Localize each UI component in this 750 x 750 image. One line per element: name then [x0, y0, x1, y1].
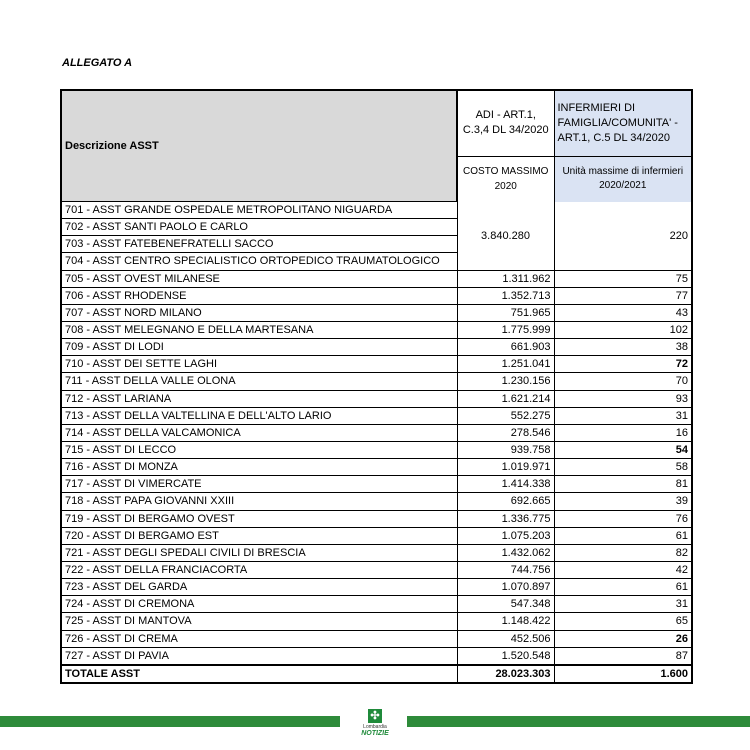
table-row-cost: 1.775.999 [457, 321, 554, 338]
table-row-cost: 278.546 [457, 424, 554, 441]
table-row [61, 270, 692, 287]
table-row-name: 718 - ASST PAPA GIOVANNI XXIII [61, 493, 457, 510]
table-row-name: 710 - ASST DEI SETTE LAGHI [61, 356, 457, 373]
table-row-name: 725 - ASST DI MANTOVA [61, 613, 457, 630]
table-row [61, 356, 692, 373]
table-row-units: 61 [554, 579, 692, 596]
table-row-name: 724 - ASST DI CREMONA [61, 596, 457, 613]
table-row-units: 72 [554, 356, 692, 373]
table-row-units: 70 [554, 373, 692, 390]
table-row-units: 42 [554, 561, 692, 578]
table-row-units: 39 [554, 493, 692, 510]
table-row-name: 726 - ASST DI CREMA [61, 630, 457, 647]
table-row [61, 441, 692, 458]
table-row-cost: 1.352.713 [457, 287, 554, 304]
table-row [61, 304, 692, 321]
table-row-cost: 1.230.156 [457, 373, 554, 390]
table-row-units: 76 [554, 510, 692, 527]
table-row-cost: 692.665 [457, 493, 554, 510]
header-description: Descrizione ASST [61, 90, 457, 202]
table-row-cost: 1.075.203 [457, 527, 554, 544]
asst-table [60, 89, 693, 684]
table-row-units: 31 [554, 407, 692, 424]
logo-line1: Lombardia [363, 724, 387, 730]
footer-bar-left [0, 716, 340, 727]
table-row-name: 706 - ASST RHODENSE [61, 287, 457, 304]
table-row [61, 287, 692, 304]
table-row-units: 65 [554, 613, 692, 630]
table-row [61, 390, 692, 407]
table-row-units: 58 [554, 459, 692, 476]
table-row [61, 321, 692, 338]
table-row [61, 544, 692, 561]
header-adi: ADI - ART.1, C.3,4 DL 34/2020 [457, 90, 554, 156]
footer-bar-right [407, 716, 750, 727]
table-row-cost: 744.756 [457, 561, 554, 578]
table-row-units: 93 [554, 390, 692, 407]
total-cost: 28.023.303 [457, 665, 554, 683]
table-row-name: 722 - ASST DELLA FRANCIACORTA [61, 561, 457, 578]
table-row-cost: 547.348 [457, 596, 554, 613]
table-row-name: 701 - ASST GRANDE OSPEDALE METROPOLITANO NIGUARDA [61, 202, 457, 219]
table-row-name: 704 - ASST CENTRO SPECIALISTICO ORTOPEDICO TRAUMATOLOGICO [61, 253, 457, 270]
table-row-name: 717 - ASST DI VIMERCATE [61, 476, 457, 493]
table-row [61, 459, 692, 476]
table-row-cost: 939.758 [457, 441, 554, 458]
table-row [61, 630, 692, 647]
table-row-name: 703 - ASST FATEBENEFRATELLI SACCO [61, 236, 457, 253]
table-row-cost: 1.336.775 [457, 510, 554, 527]
table-row-units: 31 [554, 596, 692, 613]
table-row-name: 713 - ASST DELLA VALTELLINA E DELL'ALTO LARIO [61, 407, 457, 424]
table-row-units: 75 [554, 270, 692, 287]
lombardia-notizie-logo [355, 709, 395, 745]
table-row-cost: 1.148.422 [457, 613, 554, 630]
table-row-units: 38 [554, 339, 692, 356]
subheader-unita-massime: Unità massime di infermieri 2020/2021 [554, 156, 692, 201]
table-row-cost: 1.311.962 [457, 270, 554, 287]
table-row [61, 510, 692, 527]
table-row-name: 709 - ASST DI LODI [61, 339, 457, 356]
rosa-camuna-icon: ✣ [368, 709, 382, 723]
table-row-units: 26 [554, 630, 692, 647]
total-label: TOTALE ASST [61, 665, 457, 683]
table-row-cost: 1.251.041 [457, 356, 554, 373]
table-row-name: 711 - ASST DELLA VALLE OLONA [61, 373, 457, 390]
table-row-name: 721 - ASST DEGLI SPEDALI CIVILI DI BRESCIA [61, 544, 457, 561]
table-row [61, 561, 692, 578]
table-row [61, 579, 692, 596]
table-row [61, 596, 692, 613]
table-row [61, 527, 692, 544]
table-row [61, 647, 692, 665]
table-row [61, 339, 692, 356]
group-cost: 3.840.280 [457, 202, 554, 271]
table-row-cost: 751.965 [457, 304, 554, 321]
table-row-units: 77 [554, 287, 692, 304]
table-row [61, 373, 692, 390]
table-row-units: 16 [554, 424, 692, 441]
subheader-costo-massimo: COSTO MASSIMO 2020 [457, 156, 554, 201]
table-row-units: 81 [554, 476, 692, 493]
table-row [61, 476, 692, 493]
table-row-name: 715 - ASST DI LECCO [61, 441, 457, 458]
table-row-cost: 452.506 [457, 630, 554, 647]
table-row [61, 493, 692, 510]
table-row-cost: 1.414.338 [457, 476, 554, 493]
table-row-name: 719 - ASST DI BERGAMO OVEST [61, 510, 457, 527]
table-row-units: 43 [554, 304, 692, 321]
table-row-name: 716 - ASST DI MONZA [61, 459, 457, 476]
table-row-units: 102 [554, 321, 692, 338]
table-row-cost: 552.275 [457, 407, 554, 424]
table-row-cost: 1.070.897 [457, 579, 554, 596]
table-row-name: 714 - ASST DELLA VALCAMONICA [61, 424, 457, 441]
table-row-name: 705 - ASST OVEST MILANESE [61, 270, 457, 287]
table-row [61, 424, 692, 441]
total-row [61, 665, 692, 683]
table-row-name: 720 - ASST DI BERGAMO EST [61, 527, 457, 544]
table-row-units: 61 [554, 527, 692, 544]
table-row-units: 87 [554, 647, 692, 665]
table-row-name: 702 - ASST SANTI PAOLO E CARLO [61, 219, 457, 236]
table-row [61, 613, 692, 630]
total-units: 1.600 [554, 665, 692, 683]
document-title: ALLEGATO A [62, 57, 133, 69]
table-row-units: 54 [554, 441, 692, 458]
group-units: 220 [554, 202, 692, 271]
table-row-name: 708 - ASST MELEGNANO E DELLA MARTESANA [61, 321, 457, 338]
table-row-name: 707 - ASST NORD MILANO [61, 304, 457, 321]
table-row-cost: 1.019.971 [457, 459, 554, 476]
table-row-units: 82 [554, 544, 692, 561]
header-infermieri: INFERMIERI DI FAMIGLIA/COMUNITA' - ART.1, C.5 DL 34/2020 [554, 90, 692, 156]
table-row-name: 723 - ASST DEL GARDA [61, 579, 457, 596]
table-row-cost: 661.903 [457, 339, 554, 356]
table-row [61, 407, 692, 424]
table-row-name: 727 - ASST DI PAVIA [61, 647, 457, 665]
table-row-cost: 1.520.548 [457, 647, 554, 665]
table-row-cost: 1.621.214 [457, 390, 554, 407]
table-row-name: 712 - ASST LARIANA [61, 390, 457, 407]
table-row-cost: 1.432.062 [457, 544, 554, 561]
logo-line2: NOTIZIE [361, 730, 389, 737]
